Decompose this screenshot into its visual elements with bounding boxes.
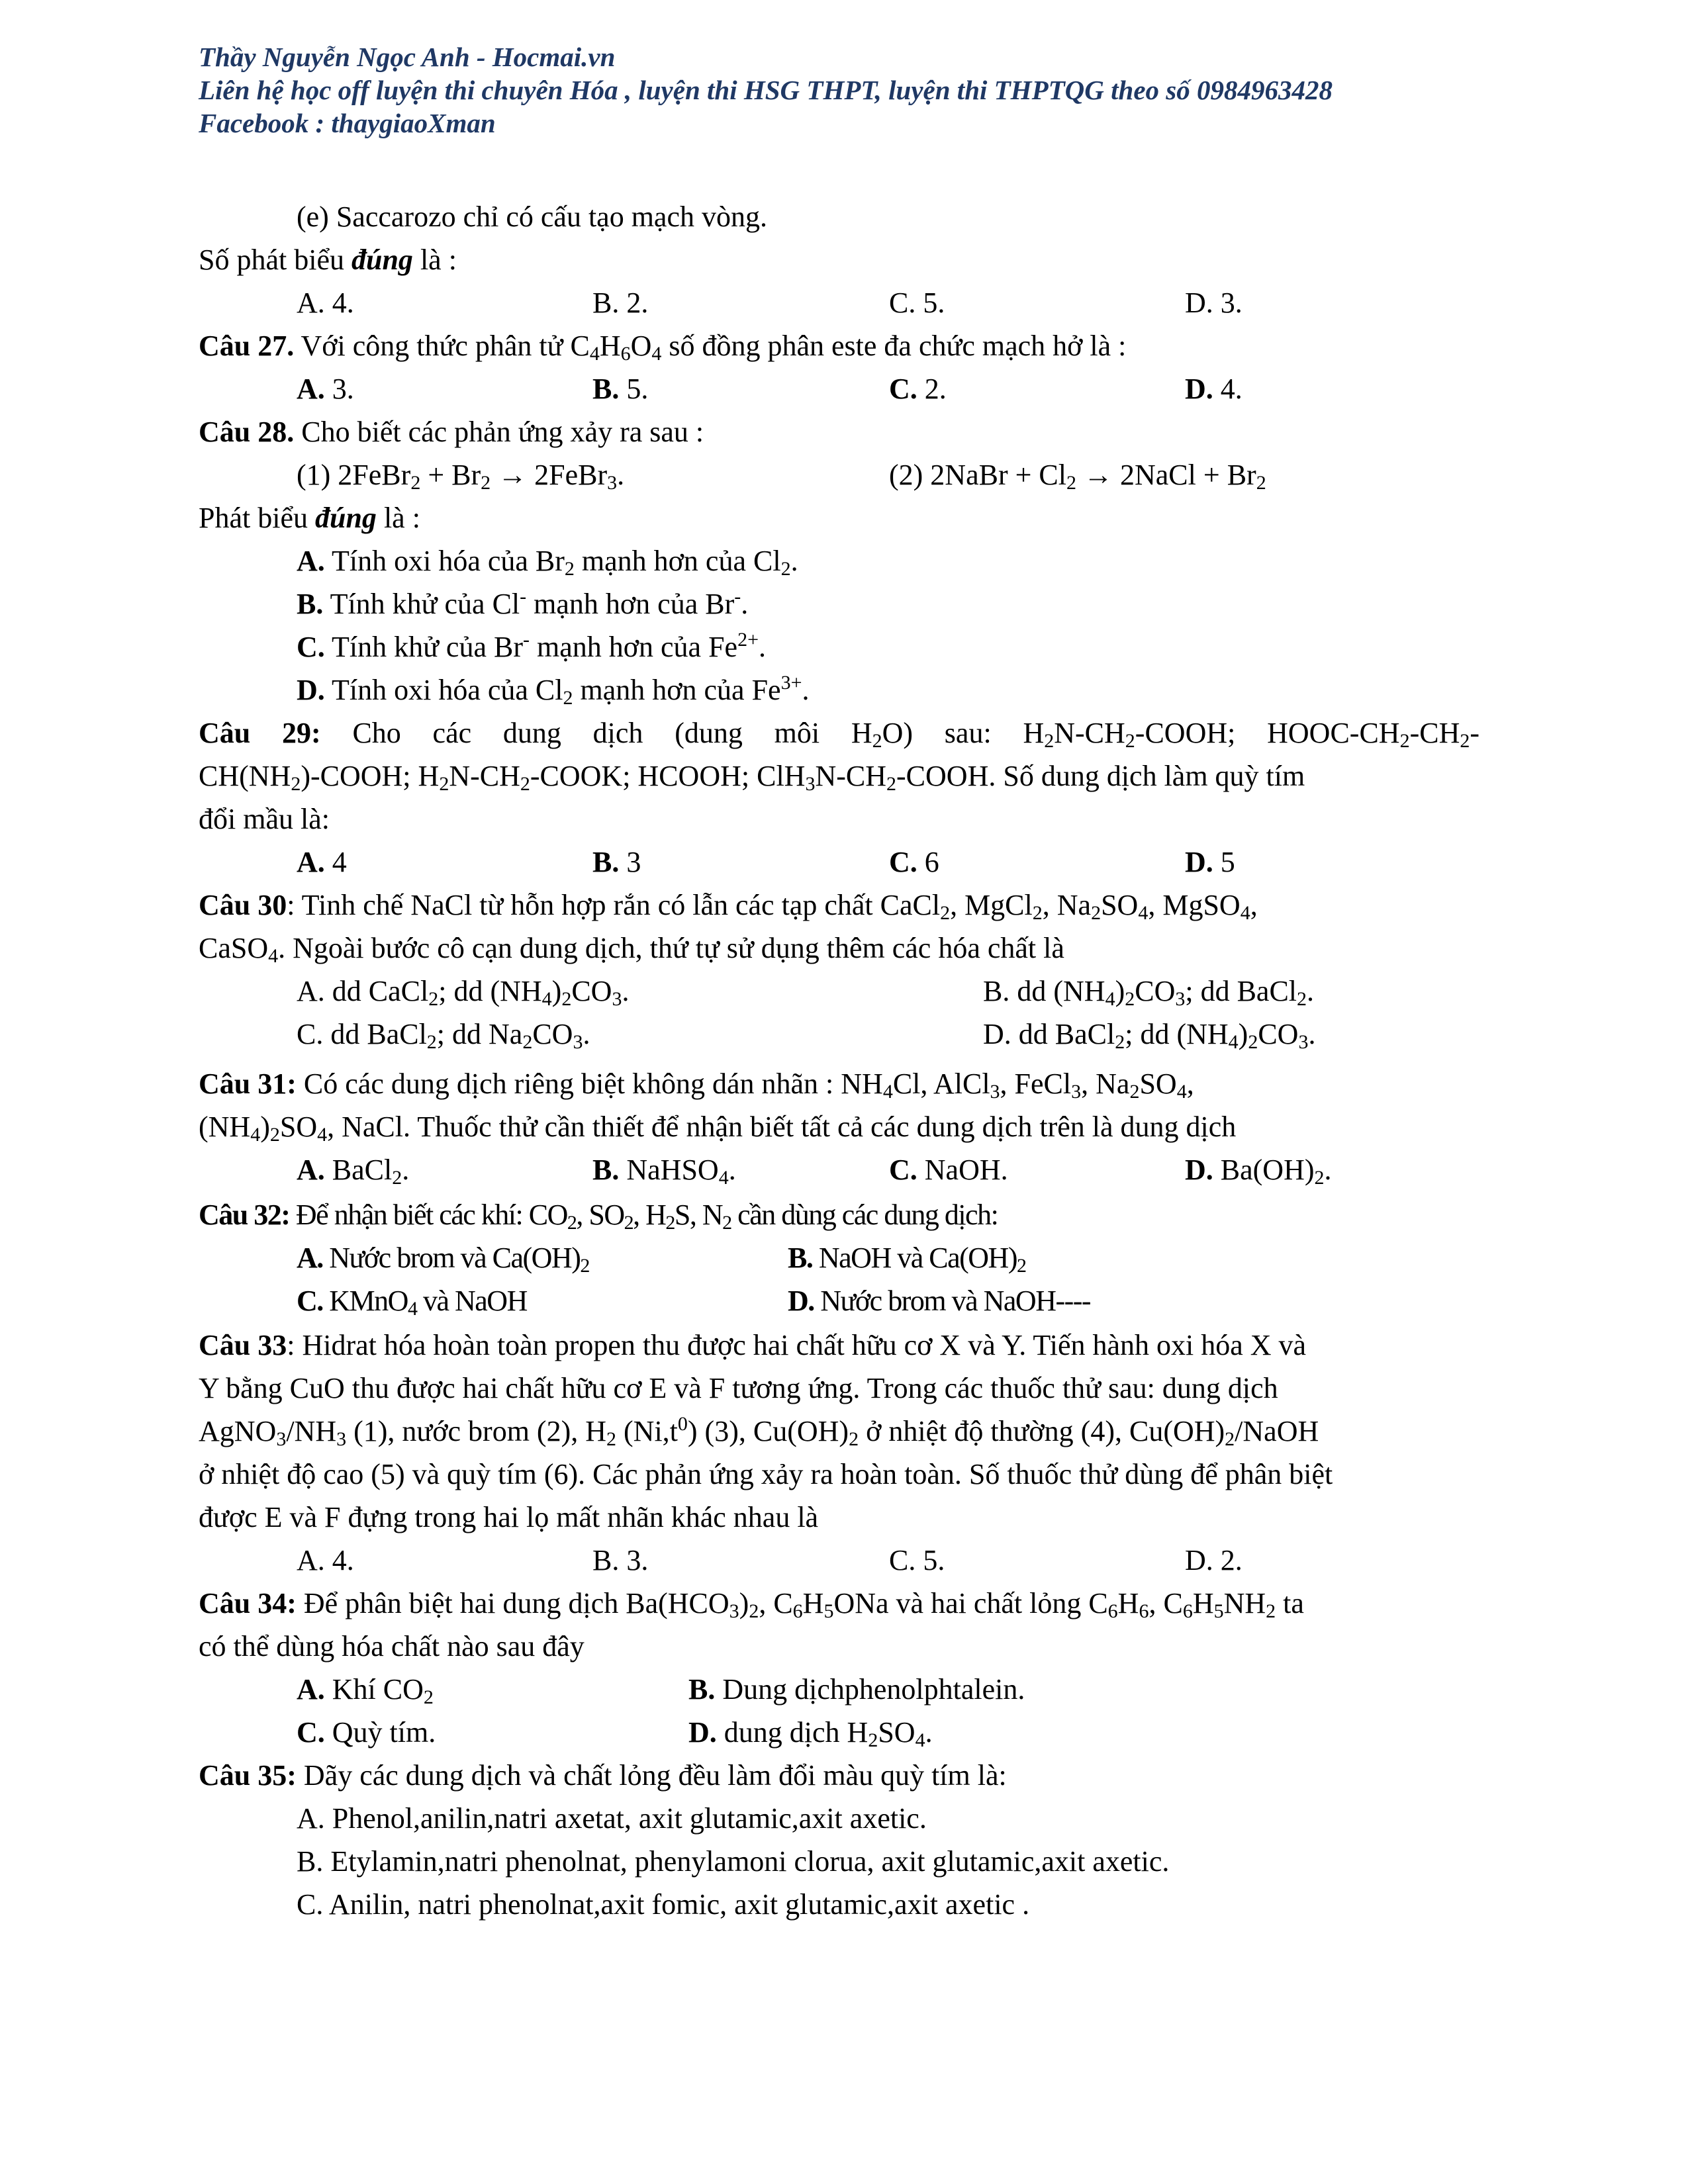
q26-option-b: B. 2. — [592, 287, 649, 319]
q33-stem-line-1: Câu 33: Hidrat hóa hoàn toàn propen thu được hai chất hữu cơ X và Y. Tiến hành oxi hóa X và — [199, 1329, 1307, 1361]
q26-option-d: D. 3. — [1185, 287, 1243, 319]
q33-stem-line-4: ở nhiệt độ cao (5) và quỳ tím (6). Các phản ứng xảy ra hoàn toàn. Số thuốc thử dùng để phân biệt — [199, 1458, 1333, 1490]
q33-option-a: A. 4. — [297, 1544, 354, 1576]
q26-option-a: A. 4. — [297, 287, 354, 319]
q32-option-b: B. NaOH và $Ca(OH)_2$ — [788, 1242, 1026, 1277]
q28-reaction-1: (1) 2FeBr$_2$ + $Br_2$ → 2FeBr$_3$. — [297, 459, 625, 494]
q31-option-d: D. $Ba(OH)_2$. — [1185, 1154, 1332, 1189]
q31-option-c: C. NaOH. — [889, 1154, 1008, 1186]
header-contact: Liên hệ học off luyện thi chuyên Hóa , luyện thi HSG THPT, luyện thi THPTQG theo số 0984963428 — [199, 75, 1333, 105]
q30-option-a: A. dd CaCl$_2$; dd $(NH_4)_2CO_3$. — [297, 975, 630, 1010]
q35-option-c: C. Anilin, natri phenolnat,axit fomic, axit glutamic,axit axetic . — [297, 1888, 1030, 1921]
q26-option-c: C. 5. — [889, 287, 945, 319]
q32-option-d: D. Nước brom và NaOH---- — [788, 1285, 1091, 1317]
q28-option-d: D. Tính oxi hóa của $Cl_2$ mạnh hơn của $Fe^{3+}$. — [297, 672, 810, 709]
q28-ask: Phát biểu đúng là : — [199, 502, 420, 534]
q27-option-d: D. 4. — [1185, 373, 1243, 405]
q30-option-c: C. dd BaCl$_2$; dd $Na_2CO_3$. — [297, 1018, 590, 1053]
q28-stem: Câu 28. Cho biết các phản ứng xảy ra sau : — [199, 416, 704, 448]
header-author: Thầy Nguyễn Ngọc Anh - Hocmai.vn — [199, 42, 616, 72]
q32-option-a: A. Nước brom và $Ca(OH)_2$ — [297, 1242, 589, 1277]
q27-option-b: B. 5. — [592, 373, 649, 405]
q32-stem: Câu 32: Để nhận biết các khí: $CO_2$, $SO_2$, $H_2S$, $N_2$ cần dùng các dung dịch: — [199, 1199, 998, 1234]
q29-stem-line-3: đổi mầu là: — [199, 803, 330, 835]
q27-option-a: A. 3. — [297, 373, 354, 405]
q34-option-b: B. Dung dịchphenolphtalein. — [688, 1673, 1025, 1706]
q34-option-a: A. Khí $CO_2$ — [297, 1673, 434, 1708]
q30-stem-line-1: Câu 30: Tinh chế NaCl từ hỗn hợp rắn có lẫn các tạp chất CaCl$_2$, MgCl$_2$, $Na_2SO_4$, MgSO$_4$, — [199, 889, 1258, 924]
q29-stem-line-2: $CH(NH_2)$-COOH; $H_2N-CH_2$-COOK; HCOOH; $ClH_3N-CH_2$-COOH. Số dung dịch làm quỳ tím — [199, 760, 1305, 795]
q30-option-b: B. dd $(NH_4)_2CO_3$; dd BaCl$_2$. — [983, 975, 1315, 1010]
q31-option-b: B. NaHSO$_4$. — [592, 1154, 736, 1189]
q31-stem-line-1: Câu 31: Có các dung dịch riêng biệt không dán nhãn : $NH_4Cl$, AlCl$_3$, FeCl$_3$, $Na_2SO_4$, — [199, 1068, 1194, 1103]
q28-reaction-2: (2) 2NaBr + $Cl_2$ → 2NaCl + $Br_2$ — [889, 459, 1266, 494]
q32-option-c: C. KMnO$_4$ và NaOH — [297, 1285, 527, 1320]
q33-stem-line-5: được E và F đựng trong hai lọ mất nhãn khác nhau là — [199, 1501, 819, 1533]
q28-option-b: B. Tính khử của Cl- mạnh hơn của Br-. — [297, 586, 749, 620]
q29-option-c: C. 6 — [889, 846, 939, 878]
q34-stem-line-1: Câu 34: Để phân biệt hai dung dịch $Ba(HCO_3)_2$, $C_6H_5ONa$ và hai chất lỏng $C_6H_6$, $C_6H_5NH_2$ ta — [199, 1587, 1304, 1622]
q28-option-a: A. Tính oxi hóa của $Br_2$ mạnh hơn của $Cl_2$. — [297, 545, 798, 580]
q34-option-c: C. Quỳ tím. — [297, 1716, 436, 1749]
q28-option-c: C. Tính khử của Br- mạnh hơn của $Fe^{2+}$. — [297, 629, 767, 663]
q31-option-a: A. BaCl$_2$. — [297, 1154, 410, 1189]
q35-stem: Câu 35: Dãy các dung dịch và chất lỏng đều làm đổi màu quỳ tím là: — [199, 1759, 1007, 1792]
header-facebook: Facebook : thaygiaoXman — [199, 108, 496, 138]
q27-option-c: C. 2. — [889, 373, 947, 405]
q33-stem-line-2: Y bằng CuO thu được hai chất hữu cơ E và F tương ứng. Trong các thuốc thử sau: dung dịch — [199, 1372, 1278, 1404]
q34-option-d: D. dung dịch $H_2SO_4$. — [688, 1716, 933, 1751]
q35-option-a: A. Phenol,anilin,natri axetat, axit glutamic,axit axetic. — [297, 1802, 927, 1835]
q33-option-d: D. 2. — [1185, 1544, 1243, 1576]
q31-stem-line-2: $(NH_4)_2SO_4$, NaCl. Thuốc thử cần thiết để nhận biết tất cả các dung dịch trên là dung dịch — [199, 1111, 1237, 1146]
q29-option-a: A. 4 — [297, 846, 347, 878]
q27-stem: Câu 27. Với công thức phân tử $C_4H_6O_4$ số đồng phân este đa chức mạch hở là : — [199, 330, 1127, 365]
q29-option-d: D. 5 — [1185, 846, 1235, 878]
q26-statement-e: (e) Saccarozo chỉ có cấu tạo mạch vòng. — [297, 201, 767, 233]
q26-ask: Số phát biểu đúng là : — [199, 244, 457, 276]
q29-stem-line-1: Câu 29: Cho các dung dịch (dung môi $H_2O$) sau: $H_2N-CH_2$-COOH; HOOC-$CH_2-CH_2-$ — [199, 717, 1479, 752]
q35-option-b: B. Etylamin,natri phenolnat, phenylamoni clorua, axit glutamic,axit axetic. — [297, 1845, 1170, 1878]
q33-option-b: B. 3. — [592, 1544, 649, 1576]
q29-option-b: B. 3 — [592, 846, 641, 878]
q33-option-c: C. 5. — [889, 1544, 945, 1576]
q34-stem-line-2: có thể dùng hóa chất nào sau đây — [199, 1630, 585, 1662]
q30-option-d: D. dd BaCl$_2$; dd $(NH_4)_2CO_3$. — [983, 1018, 1316, 1053]
q33-stem-line-3: $AgNO_3/NH_3$ (1), nước brom (2), $H_2$ $(Ni,t^0)$ (3), $Cu(OH)_2$ ở nhiệt độ thường (4), $Cu(OH)_2$/NaOH — [199, 1413, 1319, 1450]
q30-stem-line-2: CaSO$_4$. Ngoài bước cô cạn dung dịch, thứ tự sử dụng thêm các hóa chất là — [199, 932, 1064, 967]
